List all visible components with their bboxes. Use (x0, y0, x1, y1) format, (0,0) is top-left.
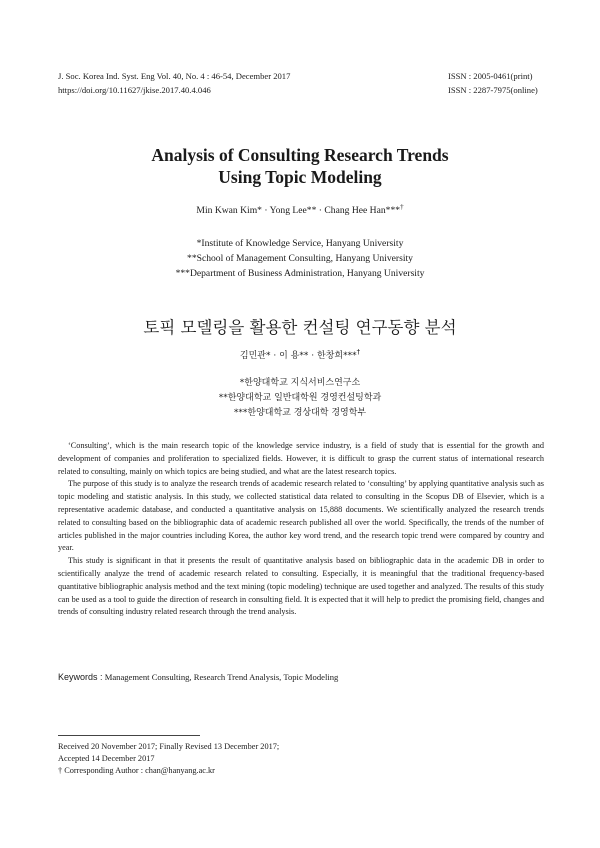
korean-author-3: 한창희*** (317, 351, 357, 361)
korean-affiliation-2: **한양대학교 일반대학원 경영컨설팅학과 (218, 393, 382, 403)
corresponding-author[interactable]: † Corresponding Author : chan@hanyang.ac.kr (58, 766, 215, 776)
author-separator: · (264, 205, 268, 217)
title-line-2: Using Topic Modeling (218, 167, 382, 187)
issn-print: ISSN : 2005-0461(print) (448, 71, 533, 81)
affiliation-3: ***Department of Business Administration, Hanyang University (175, 268, 425, 279)
doi-link[interactable]: https://doi.org/10.11627/jkise.2017.40.4.046 (58, 84, 211, 95)
korean-author-1: 김민관* (239, 351, 271, 361)
author-3: Chang Hee Han*** (324, 205, 401, 217)
korean-author-2: 이 용** (279, 351, 309, 361)
received-date: Received 20 November 2017; Finally Revised 13 December 2017; (58, 742, 280, 751)
author-separator: · (318, 205, 322, 217)
author-separator: · (311, 351, 315, 361)
journal-citation: J. Soc. Korea Ind. Syst. Eng Vol. 40, No. 4 : 46-54, December 2017 (58, 71, 291, 81)
korean-affiliation-3: ***한양대학교 경상대학 경영학부 (233, 408, 367, 418)
paper-title (0, 144, 600, 188)
author-list (0, 203, 600, 216)
affiliation-2: **School of Management Consulting, Hanyang University (187, 253, 413, 264)
accepted-date: Accepted 14 December 2017 (58, 754, 155, 764)
keywords-text: Management Consulting, Research Trend Analysis, Topic Modeling (104, 672, 339, 682)
abstract-paragraph-1: ‘Consulting’, which is the main research topic of the knowledge service industry, is a field of study that is essential for the growth and development of companies and proliferation to specialized fields. However, it is difficult to grasp the current status of international research related to consulting, mainly on which topics are being studied, and what are the latest research topics. (58, 441, 544, 476)
issn-online: ISSN : 2287-7975(online) (448, 84, 538, 95)
keywords-label: Keywords : (58, 672, 103, 682)
journal-header (58, 70, 290, 97)
author-2: Yong Lee** (269, 205, 317, 217)
affiliation-1: *Institute of Knowledge Service, Hanyang University (196, 238, 404, 249)
dagger-mark: † (356, 348, 361, 356)
author-separator: · (273, 351, 277, 361)
author-1: Min Kwan Kim* (196, 205, 262, 217)
korean-title: 토픽 모델링을 활용한 컨설팅 연구동향 분석 (143, 318, 457, 337)
korean-affiliation-1: *한양대학교 지식서비스연구소 (239, 378, 361, 388)
korean-affiliation-list (0, 376, 600, 421)
affiliation-list (0, 236, 600, 281)
issn-block (448, 70, 538, 97)
abstract-paragraph-3: This study is significant in that it presents the result of quantitative analysis based on bibliographic data in the academic DB in order to scientifically analyze the trend of academic research related to consulting. Especially, it is meaningful that the traditional frequency-based quantitative bibliographic analysis method and the text mining (topic modeling) technique are used together and analyzed. The results of this study can be used as a tool to guide the direction of research in consulting field. It is expected that it will help to predict the promising field, changes and trends of consulting industry related research through the trend analysis. (58, 556, 544, 617)
footnotes (58, 741, 279, 778)
dagger-mark: † (400, 203, 404, 211)
korean-author-list (0, 348, 600, 361)
abstract (58, 440, 544, 619)
keywords (58, 672, 544, 682)
footnote-divider (58, 735, 200, 736)
abstract-paragraph-2: The purpose of this study is to analyze the research trends of academic research related to ‘consulting’ by applying quantitative analysis such as topic modeling and statistic analysis. In this study, we collected statistical data related to consulting in the Scopus DB of Elsevier, which is a representative academic database, and conducted a quantitative analysis on 15,888 documents. We scientifically analyzed the research trends related to consulting based on the bibliographic data of academic research published all over the world. Specifically, the trends of the number of articles published in the major countries including Korea, the author key word trend, and the research topic trend were compared by country and year. (58, 479, 544, 553)
title-line-1: Analysis of Consulting Research Trends (151, 145, 449, 165)
